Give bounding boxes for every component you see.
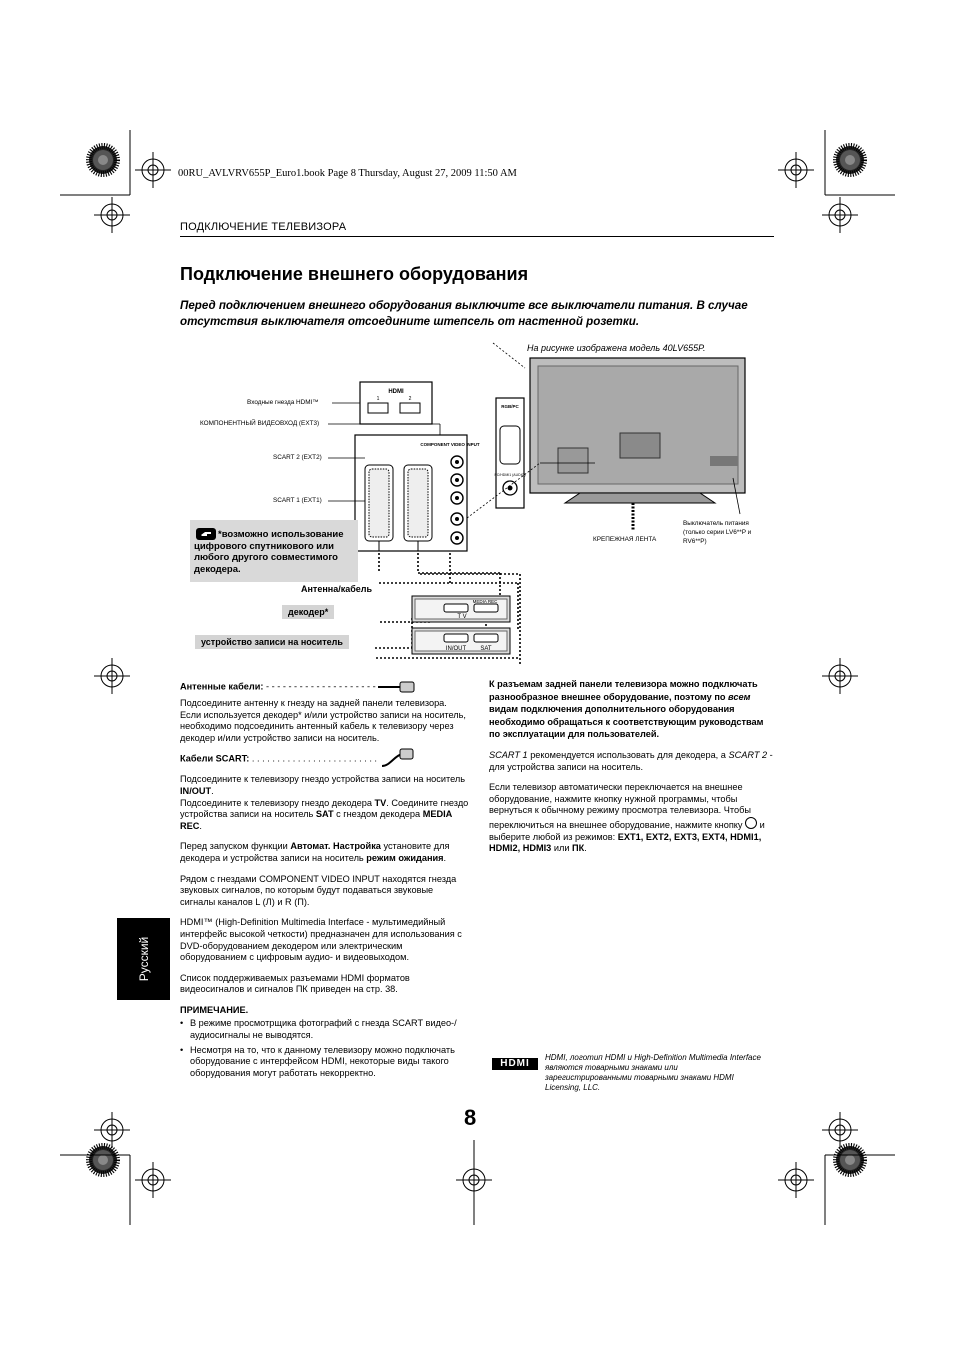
scart-component-panel — [355, 435, 480, 551]
decoder-note-text: *возможно использование цифрового спутникового или любого другого совместимого декодера. — [194, 529, 344, 575]
connection-diagram — [180, 338, 780, 668]
scart-recommendation: SCART 1 рекомендуется использовать для декодера, а SCART 2 - для устройства записи на носитель. — [489, 749, 773, 772]
left-column — [180, 678, 470, 1079]
hdmi-port-2: 2 — [408, 396, 412, 402]
recorder-device — [412, 628, 510, 654]
right-column — [489, 678, 774, 855]
rgb-pc-panel — [494, 398, 525, 508]
scart-heading: Кабели SCART: . . . . . . . . . . . . . . . . . . . . . . . . . — [180, 748, 470, 770]
pc-audio-label: PC/HDMI1 (AUDIO) — [494, 473, 526, 477]
tag-recorder: устройство записи на носитель — [195, 635, 349, 649]
media-rec-label: MEDIA REC — [472, 599, 498, 604]
antenna-heading: Антенные кабели: - - - - - - - - - - - - - - - - - - - - — [180, 678, 470, 696]
model-note: На рисунке изображена модель 40LV655P. — [527, 343, 706, 353]
language-tab: Русский — [117, 918, 170, 1000]
label-component-ext3: КОМПОНЕНТНЫЙ ВИДЕОВХОД (EXT3) — [200, 420, 320, 427]
label-antenna: Антенна/кабель — [301, 584, 373, 594]
hdmi-trademark-note: HDMI, логотип HDMI и High-Definition Multimedia Interface являются товарными знаками или зарегистрированными товарными знаками HDMI Licensing, LLC. — [545, 1053, 761, 1092]
page-title: Подключение внешнего оборудования — [180, 264, 529, 284]
component-label: COMPONENT VIDEO INPUT — [420, 442, 480, 447]
label-power-switch: Выключатель питания (только серии LV6**P и RV6**P) — [683, 520, 752, 545]
input-switch-text: Если телевизор автоматически переключается на внешнее оборудование, нажмите кнопку нужной программы, чтобы вернуться к обычному режиму просмотра телевизора. Чтобы переключиться на внешнее оборудование, нажмите кнопку и выберите любой из режимов: EXT1, EXT2, EXT3, EXT4, HDMI1, HDMI2, HDMI3 или ПК. — [489, 782, 765, 854]
decoder-device — [412, 596, 510, 622]
label-hdmi-inputs: Входные гнезда HDMI™ — [247, 399, 319, 406]
section-title: ПОДКЛЮЧЕНИЕ ТЕЛЕВИЗОРА — [180, 221, 347, 233]
antenna-cable-icon — [378, 678, 418, 696]
scart-text-2: Подсоедините к телевизору гнездо декодера TV. Соедините гнездо устройства записи на носитель SAT с гнездом декодера MEDIA REC. — [180, 797, 469, 831]
input-button-icon — [745, 817, 757, 829]
antenna-text: Подсоедините антенну к гнезду на задней панели телевизора. Если используется декодер* и/или устройство записи на носитель, необходимо подсоединить антенный кабель к телевизору через декодер и/или устройство записи на носитель. — [180, 698, 466, 743]
right-intro: К разъемам задней панели телевизора можно подключать разнообразное внешнее оборудование, поэтому по всем видам подключения дополнительного оборудования необходимо обращаться к соответствующим руководствам по эксплуатации для пользователей. — [489, 679, 764, 740]
tv-label: T V — [457, 614, 467, 620]
page-number: 8 — [464, 1105, 477, 1130]
note-item: • Несмотря на то, что к данному телевизору можно подключать оборудование с интерфейсом HDMI, некоторые виды такого оборудования могут работать некорректно. — [180, 1044, 455, 1078]
label-scart2: SCART 2 (EXT2) — [273, 454, 322, 461]
rgb-pc-label: RGB/PC — [501, 404, 519, 409]
hdmi-text: HDMI™ (High-Definition Multimedia Interface - мультимедийный интерфейс высокой четкости) предназначен для использования с DVD-оборудованием декодером или электрическим оборудованием с цифровым аудио- и видеовыходом. — [180, 917, 462, 963]
hdmi-input-panel — [360, 382, 432, 424]
hdmi-port-1: 1 — [376, 396, 380, 402]
note-heading: ПРИМЕЧАНИЕ. — [180, 1004, 249, 1015]
hdmi-logo: HDMI — [492, 1058, 538, 1070]
scart-cable-icon — [380, 748, 414, 770]
component-text: Рядом с гнездами COMPONENT VIDEO INPUT находятся гнезда звуковых сигналов, по которым будут подаваться звуковые сигналы каналов L (Л) и R (П). — [180, 873, 457, 907]
label-scart1: SCART 1 (EXT1) — [273, 497, 322, 504]
scart-text-1: Подсоедините к телевизору гнездо устройства записи на носитель IN/OUT. — [180, 774, 466, 796]
file-header: 00RU_AVLVRV655P_Euro1.book Page 8 Thursday, August 27, 2009 11:50 AM — [178, 168, 517, 179]
tv-back-image — [530, 358, 745, 531]
label-strap: КРЕПЕЖНАЯ ЛЕНТА — [593, 536, 657, 543]
decoder-note — [190, 520, 358, 582]
sat-label: SAT — [480, 646, 492, 652]
intro-warning: Перед подключением внешнего оборудования выключите все выключатели питания. В случае отсутствия выключателя отсоедините штепсель от настенной розетки. — [180, 299, 748, 328]
header-rule — [180, 236, 774, 237]
hdmi-panel-logo: HDMI — [388, 389, 404, 395]
tag-decoder: декодер* — [282, 605, 334, 619]
setup-text: Перед запуском функции Автомат. Настройка установите для декодера и устройства записи на носитель режим ожидания. — [180, 841, 450, 863]
formats-text: Список поддерживаемых разъемами HDMI форматов видеосигналов и сигналов ПК приведен на стр. 38. — [180, 972, 410, 995]
in-out-label: IN/OUT — [445, 646, 467, 652]
note-item: • В режиме просмотрщика фотографий с гнезда SCART видео-/аудиосигналы не выводятся. — [180, 1018, 457, 1041]
